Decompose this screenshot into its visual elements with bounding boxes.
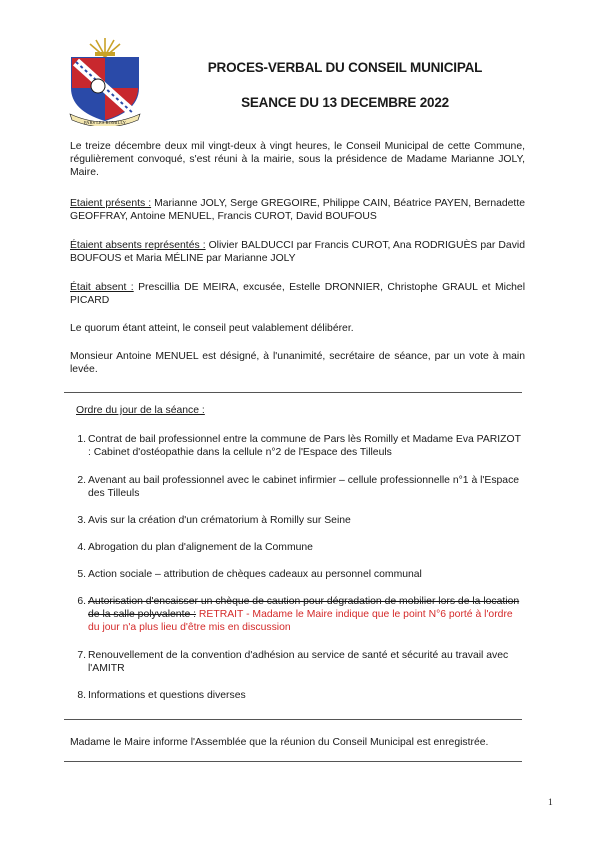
represented-label: Étaient absents représentés : — [70, 240, 206, 251]
absent-paragraph — [70, 281, 525, 307]
session-date-title: SEANCE DU 13 DECEMBRE 2022 — [241, 95, 449, 110]
absent-names: Prescillia DE MEIRA, excusée, Estelle DRONNIER, Christophe GRAUL et Michel PICARD — [70, 282, 526, 306]
agenda-item-text: Abrogation du plan d'alignement de la Commune — [88, 542, 313, 553]
document-title: PROCES-VERBAL DU CONSEIL MUNICIPAL — [207, 60, 483, 75]
agenda-item-number: 3. — [77, 515, 86, 526]
present-names: Marianne JOLY, Serge GREGOIRE, Philippe CAIN, Béatrice PAYEN, Bernadette GEOFFRAY, Antoine MENUEL, Francis CUROT, David BOUFOUS — [70, 198, 525, 222]
agenda-heading: Ordre du jour de la séance : — [76, 405, 205, 416]
agenda-item-number: 8. — [77, 690, 86, 701]
municipal-crest-logo — [62, 36, 148, 126]
present-paragraph — [70, 197, 525, 223]
agenda-item-number: 6. — [77, 596, 86, 607]
quorum-paragraph: Le quorum étant atteint, le conseil peut valablement délibérer. — [70, 323, 354, 334]
agenda-item-text: Action sociale – attribution de chèques cadeaux au personnel communal — [88, 569, 422, 580]
agenda-item-number: 1. — [77, 434, 86, 445]
agenda-item-number: 4. — [77, 542, 86, 553]
agenda-item-number: 2. — [77, 475, 86, 486]
agenda-item — [72, 514, 524, 527]
agenda-item-text: Avenant au bail professionnel avec le cabinet infirmier – cellule professionnelle n°1 à l'Espace des Tilleuls — [88, 475, 520, 499]
absent-label: Était absent : — [70, 282, 134, 293]
crest-motto: PARS LES ROMILLY — [84, 120, 126, 125]
agenda-item-text: Avis sur la création d'un crématorium à Romilly sur Seine — [88, 515, 351, 526]
agenda-item — [72, 568, 524, 581]
present-label: Etaient présents : — [70, 198, 152, 209]
agenda-item — [72, 474, 524, 500]
agenda-item-number: 5. — [77, 569, 86, 580]
agenda-item — [72, 689, 524, 702]
represented-names: Olivier BALDUCCI par Francis CUROT, Ana RODRIGUÈS par David BOUFOUS et Maria MÉLINE par Marianne JOLY — [70, 240, 525, 264]
agenda-item-withdrawn — [72, 595, 524, 634]
divider — [64, 719, 522, 720]
agenda-item-text — [88, 595, 524, 634]
agenda-item-number: 7. — [77, 650, 86, 661]
secretary-paragraph: Monsieur Antoine MENUEL est désigné, à l'unanimité, secrétaire de séance, par un vote à main levée. — [70, 351, 525, 375]
represented-paragraph — [70, 239, 525, 265]
agenda-item-text: Contrat de bail professionnel entre la commune de Pars lès Romilly et Madame Eva PARIZOT : Cabinet d'ostéopathie dans la cellule n°2 de l'Espace des Tilleuls — [88, 434, 521, 458]
agenda-item — [72, 649, 524, 675]
divider — [64, 392, 522, 393]
agenda-item-text: Renouvellement de la convention d'adhésion au service de santé et sécurité au travail avec l'AMITR — [88, 650, 509, 674]
page-number: 1 — [548, 798, 553, 808]
agenda-item — [72, 541, 524, 554]
struck-item-text: Autorisation d'encaisser un chèque de caution pour dégradation de mobilier lors de la location de la salle polyvalente : — [88, 596, 520, 620]
agenda-item — [72, 433, 524, 459]
divider — [64, 761, 522, 762]
withdrawal-note: RETRAIT - Madame le Maire indique que le point N°6 porté à l'ordre du jour n'a plus lieu d'être mis en discussion — [88, 609, 513, 633]
recording-notice: Madame le Maire informe l'Assemblée que la réunion du Conseil Municipal est enregistrée. — [70, 737, 489, 748]
intro-paragraph: Le treize décembre deux mil vingt-deux à vingt heures, le Conseil Municipal de cette Commune, régulièrement convoqué, s'est réuni à la mairie, sous la présidence de Madame Marianne JOLY, Maire. — [70, 141, 525, 178]
agenda-item-text: Informations et questions diverses — [88, 690, 246, 701]
